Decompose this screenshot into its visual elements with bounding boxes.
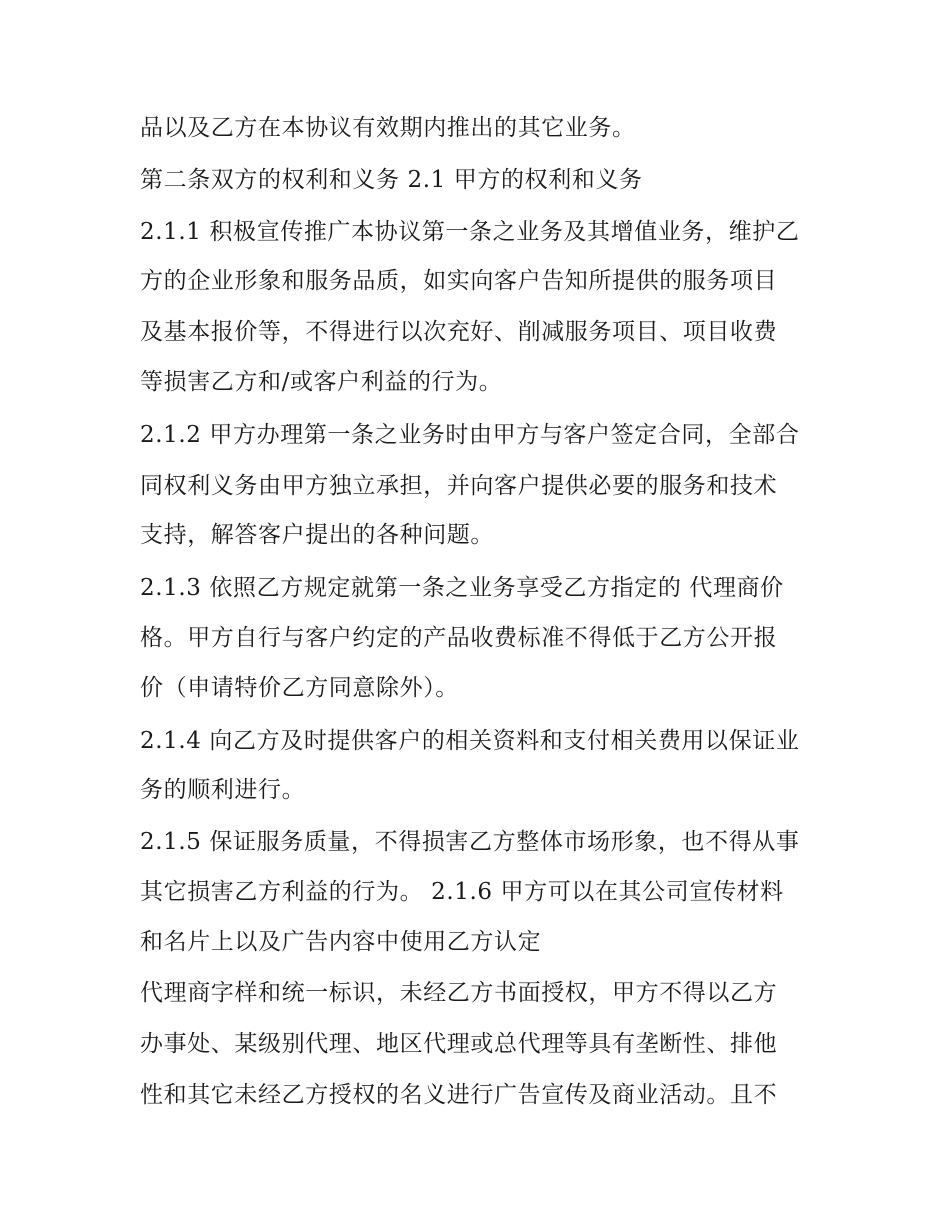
- text-line: 等损害乙方和/或客户利益的行为。: [140, 369, 503, 395]
- text-line: 2.1.4 向乙方及时提供客户的相关资料和支付相关费用以保证业: [140, 728, 800, 754]
- text-line: 2.1.3 依照乙方规定就第一条之业务享受乙方指定的 代理商价: [140, 575, 784, 601]
- text-line: 同权利义务由甲方独立承担，并向客户提供必要的服务和技术: [140, 473, 778, 499]
- text-line: 和名片上以及广告内容中使用乙方认定: [140, 929, 542, 955]
- text-line: 价（申请特价乙方同意除外）。: [140, 675, 459, 701]
- text-line: 支持，解答客户提出的各种问题。: [140, 522, 494, 548]
- text-line: 方的企业形象和服务品质，如实向客户告知所提供的服务项目: [140, 268, 778, 294]
- text-line: 务的顺利进行。: [140, 777, 306, 803]
- text-line: 其它损害乙方利益的行为。 2.1.6 甲方可以在其公司宣传材料: [140, 879, 784, 905]
- text-line: 办事处、某级别代理、地区代理或总代理等具有垄断性、排他: [140, 1031, 778, 1057]
- text-line: 2.1.2 甲方办理第一条之业务时由甲方与客户签定合同，全部合: [140, 422, 800, 448]
- text-line: 2.1.5 保证服务质量，不得损害乙方整体市场形象，也不得从事: [140, 829, 800, 855]
- text-line: 2.1.1 积极宣传推广本协议第一条之业务及其增值业务，维护乙: [140, 219, 800, 245]
- text-line: 性和其它未经乙方授权的名义进行广告宣传及商业活动。且不: [140, 1082, 778, 1108]
- text-line: 格。甲方自行与客户约定的产品收费标准不得低于乙方公开报: [140, 625, 778, 651]
- text-line: 及基本报价等，不得进行以次充好、削减服务项目、项目收费: [140, 319, 778, 345]
- text-line: 品以及乙方在本协议有效期内推出的其它业务。: [140, 115, 636, 141]
- text-line: 代理商字样和统一标识，未经乙方书面授权，甲方不得以乙方: [140, 980, 778, 1006]
- text-line: 第二条双方的权利和义务 2.1 甲方的权利和义务: [140, 167, 643, 193]
